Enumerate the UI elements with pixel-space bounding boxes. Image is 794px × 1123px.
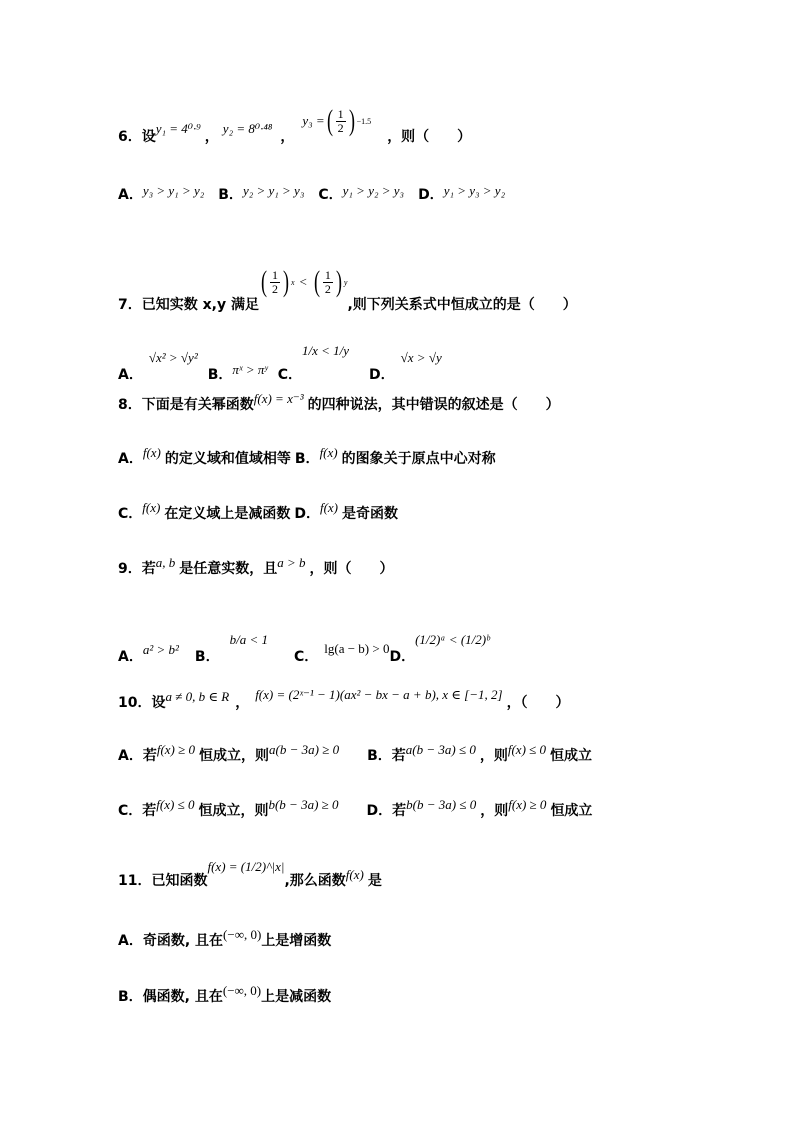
q11-option-a-post: 上是增函数	[261, 933, 332, 949]
q11-fx: f(x)	[345, 867, 364, 882]
q8-option-d-text: 是奇函数	[342, 506, 398, 522]
question-6	[118, 104, 472, 146]
q7-exp-y: y	[343, 277, 348, 287]
q10-option-a-e2: a(b − 3a) ≥ 0	[269, 742, 340, 757]
q7-prefix: 7．已知实数 x,y 满足	[118, 297, 259, 313]
q6-suffix: ，则（ ）	[387, 129, 472, 145]
q10-option-b-label: B．	[367, 748, 392, 764]
q6-y1: y₁ = 4⁰·⁹	[155, 121, 201, 136]
question-10	[118, 687, 570, 712]
q8-option-b-text: 的图象关于原点中心对称	[341, 451, 496, 467]
q7-option-b-label: B．	[207, 367, 233, 383]
q11-mid: ,那么函数	[284, 873, 346, 889]
q7-den-2: 2	[324, 281, 331, 296]
q6-option-d: y₁ > y₃ > y₂	[443, 183, 506, 198]
q7-rparen-2: )	[335, 265, 342, 298]
q10-option-a-mid: 恒成立，则	[199, 748, 270, 764]
q8-suffix: 的四种说法，其中错误的叙述是（ ）	[307, 397, 560, 413]
q7-option-d-label: D．	[369, 367, 395, 383]
q7-den-1: 2	[271, 281, 278, 296]
q10-option-c-pre: 若	[142, 803, 157, 819]
q6-y3-frac	[336, 108, 346, 135]
q8-option-d-label: D．	[294, 506, 320, 522]
q8-option-row-2	[118, 500, 398, 523]
q9-options	[118, 608, 490, 666]
q11-option-a	[118, 927, 332, 950]
q6-option-a: y₃ > y₁ > y₂	[142, 183, 205, 198]
q8-prefix: 8．下面是有关幂函数	[118, 397, 254, 413]
q9-vars: a, b	[155, 555, 176, 570]
q10-option-row-2	[118, 797, 593, 820]
q9-option-b: b/a < 1	[229, 632, 268, 647]
q11-func: f(x) = (1/2)^|x|	[207, 859, 285, 874]
q8-option-a-label: A．	[118, 451, 143, 467]
q6-y3-den: 2	[337, 120, 344, 135]
q7-op: <	[299, 274, 307, 289]
q10-option-b-mid: ，则	[479, 748, 508, 764]
q9-option-a: a² > b²	[142, 642, 179, 657]
q6-option-b: y₂ > y₁ > y₃	[242, 183, 305, 198]
q6-y3-lhs: y₃ =	[302, 113, 325, 128]
q9-option-c-label: C．	[293, 649, 319, 665]
q7-option-d: √x > √y	[400, 350, 442, 365]
q7-num-2: 1	[324, 267, 331, 282]
q9-option-a-label: A．	[118, 649, 143, 665]
q7-inequality	[259, 267, 347, 297]
q6-prefix: 6．设	[118, 129, 156, 145]
q7-option-a: √x² > √y²	[148, 350, 198, 365]
q6-y3-exp: −1.5	[356, 116, 372, 126]
q10-prefix: 10．设	[118, 695, 166, 711]
q7-suffix: ,则下列关系式中恒成立的是（ ）	[347, 297, 577, 313]
q10-option-b-e2: f(x) ≤ 0	[507, 742, 547, 757]
q7-rparen-1: )	[282, 265, 289, 298]
q6-y2: y₂ = 8⁰·⁴⁸	[222, 121, 273, 136]
q11-option-b	[118, 983, 332, 1006]
q8-option-c-label: C．	[118, 506, 143, 522]
q11-option-b-pre: 偶函数, 且在	[142, 989, 223, 1005]
q9-suffix: ，则（ ）	[309, 561, 394, 577]
q10-option-c-label: C．	[118, 803, 143, 819]
question-7	[118, 250, 577, 314]
q8-option-row-1	[118, 445, 496, 468]
q10-option-row-1	[118, 742, 593, 765]
q7-frac-2	[323, 269, 333, 296]
q8-option-a-text: 的定义域和值域相等	[164, 451, 291, 467]
q9-option-d: (1/2)ᵃ < (1/2)ᵇ	[415, 632, 490, 647]
q8-option-b-fx: f(x)	[319, 445, 338, 460]
q6-y3	[302, 106, 371, 136]
q7-option-c: 1/x < 1/y	[301, 343, 350, 358]
q10-option-c-e1: f(x) ≤ 0	[156, 797, 195, 812]
question-11	[118, 859, 382, 890]
q11-option-b-interval: (−∞, 0)	[222, 983, 262, 998]
q11-option-a-pre: 奇函数, 且在	[142, 933, 224, 949]
q10-option-a-label: A．	[118, 748, 143, 764]
q7-lparen-1: (	[260, 265, 267, 298]
q10-option-d-e1: b(b − 3a) ≤ 0	[406, 797, 477, 812]
q11-option-b-label: B．	[118, 989, 143, 1005]
q11-option-a-interval: (−∞, 0)	[223, 927, 262, 942]
q8-option-c-text: 在定义域上是减函数	[164, 506, 291, 522]
q10-cond: a ≠ 0, b ∈ R	[165, 689, 230, 704]
question-9	[118, 555, 394, 578]
q9-option-b-label: B．	[194, 649, 220, 665]
q10-option-b-post: 恒成立	[550, 748, 593, 764]
q7-options	[118, 318, 442, 384]
q10-option-a-pre: 若	[142, 748, 157, 764]
q7-option-b: πˣ > πʸ	[232, 362, 268, 377]
q11-option-b-post: 上是减函数	[261, 989, 332, 1005]
q10-func: f(x) = (2ˣ⁻¹ − 1)(ax² − bx − a + b), x ∈ [−1, 2]	[255, 687, 503, 702]
q7-frac-1	[270, 269, 280, 296]
q9-prefix: 9．若	[118, 561, 156, 577]
q7-option-c-label: C．	[277, 367, 302, 383]
q9-option-d-label: D．	[389, 649, 416, 665]
q8-option-d-fx: f(x)	[319, 500, 338, 515]
q10-option-b-pre: 若	[391, 748, 406, 764]
q9-cond: a > b	[277, 555, 306, 570]
q10-option-d-label: D．	[366, 803, 393, 819]
q9-option-c: lg(a − b) > 0	[324, 641, 390, 656]
q8-option-b-label: B．	[294, 451, 320, 467]
q11-suffix: 是	[367, 873, 382, 889]
q10-option-d-e2: f(x) ≥ 0	[508, 797, 547, 812]
q7-option-a-label: A．	[118, 367, 143, 383]
q9-mid: 是任意实数，且	[179, 561, 278, 577]
q6-y3-lparen: (	[326, 104, 333, 137]
q10-option-d-pre: 若	[392, 803, 407, 819]
q7-exp-x: x	[290, 277, 295, 287]
q7-num-1: 1	[271, 267, 278, 282]
q11-prefix: 11．已知函数	[118, 873, 208, 889]
q6-y3-num: 1	[337, 106, 344, 121]
q10-option-d-mid: ，则	[480, 803, 509, 819]
q6-option-d-label: D．	[418, 187, 444, 203]
q6-y3-rparen: )	[348, 104, 355, 137]
q11-option-a-label: A．	[118, 933, 143, 949]
q10-option-b-e1: a(b − 3a) ≤ 0	[405, 742, 476, 757]
q6-sep2: ，	[280, 129, 295, 145]
q10-option-c-mid: 恒成立，则	[198, 803, 269, 819]
q6-option-b-label: B．	[218, 187, 243, 203]
q6-options	[118, 184, 505, 204]
q6-option-c: y₁ > y₂ > y₃	[342, 183, 405, 198]
q10-suffix: ，（ ）	[506, 695, 570, 711]
question-8	[118, 391, 560, 414]
q8-func: f(x) = x⁻³	[253, 391, 304, 406]
q7-lparen-2: (	[313, 265, 320, 298]
q6-option-a-label: A．	[118, 187, 143, 203]
q8-option-c-fx: f(x)	[142, 500, 161, 515]
q6-option-c-label: C．	[318, 187, 343, 203]
q6-sep1: ，	[204, 129, 219, 145]
q8-option-a-fx: f(x)	[142, 445, 161, 460]
q10-option-a-e1: f(x) ≥ 0	[156, 742, 196, 757]
q10-option-c-e2: b(b − 3a) ≥ 0	[268, 797, 339, 812]
q10-sep: ，	[235, 695, 250, 711]
q10-option-d-post: 恒成立	[550, 803, 593, 819]
